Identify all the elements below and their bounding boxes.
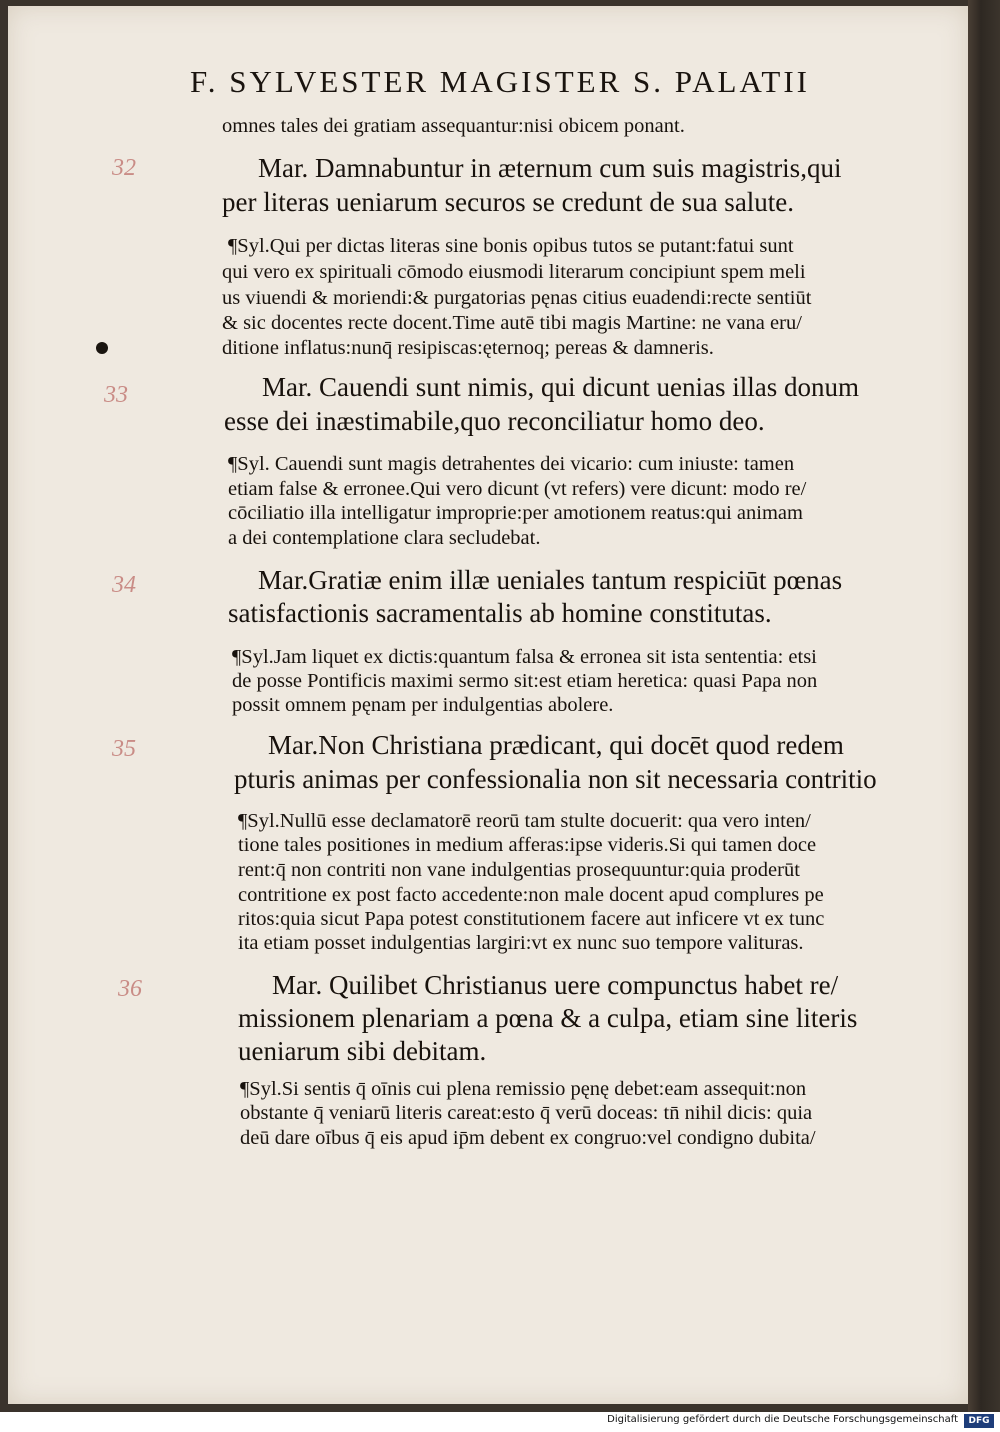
mar-line: Mar. Quilibet Christianus uere compunctus habet re/ — [272, 970, 839, 1000]
syl-line: ritos:quia sicut Papa potest constitutionem facere aut inficere vt ex tunc — [238, 908, 825, 930]
syl-line: a dei contemplatione clara secludebat. — [228, 527, 541, 549]
syl-line: tione tales positiones in medium afferas:ipse videris.Si qui tamen doce — [238, 834, 817, 856]
syl-line: ¶Syl. Cauendi sunt magis detrahentes dei vicario: cum iniuste: tamen — [228, 453, 795, 475]
footer-credit: Digitalisierung gefördert durch die Deutsche Forschungsgemeinschaft — [607, 1414, 958, 1425]
syl-line: etiam false & erronee.Qui vero dicunt (vt refers) vere dicunt: modo re/ — [228, 478, 807, 500]
syl-line: & sic docentes recte docent.Time autē tibi magis Martine: ne vana eru/ — [222, 312, 802, 334]
margin-note: 35 — [112, 736, 136, 762]
syl-line: ¶Syl.Jam liquet ex dictis:quantum falsa & erronea sit ista sententia: etsi — [232, 646, 817, 668]
syl-line: qui vero ex spirituali cōmodo eiusmodi literarum concipiunt spem meli — [222, 261, 806, 283]
mar-line: Mar.Gratiæ enim illæ ueniales tantum respiciūt pœnas — [258, 565, 843, 595]
mar-line: per literas ueniarum securos se credunt de sua salute. — [222, 187, 795, 217]
syl-line: ¶Syl.Si sentis q̄ oīnis cui plena remissio pęnę debet:eam assequit:non — [240, 1078, 807, 1100]
syl-line: de posse Pontificis maximi sermo sit:est etiam heretica: quasi Papa non — [232, 670, 818, 692]
syl-line: possit omnem pęnam per indulgentias abolere. — [232, 694, 614, 716]
syl-line: ditione inflatus:nunq̄ resipiscas:ęternoq; pereas & damneris. — [222, 337, 714, 359]
running-head: F. SYLVESTER MAGISTER S. PALATII — [189, 64, 811, 99]
book-spine — [968, 0, 1000, 1412]
syl-line: obstante q̄ veniarū literis careat:esto q̄ verū doceas: tn̄ nihil dicis: quia — [240, 1102, 813, 1124]
mar-line: esse dei inæstimabile,quo reconciliatur homo deo. — [224, 406, 765, 436]
syl-line: deū dare oībus q̄ eis apud ip̄m debent ex congruo:vel condigno dubita/ — [240, 1127, 816, 1149]
mar-line: satisfactionis sacramentalis ab homine constitutas. — [228, 598, 772, 628]
syl-line: contritione ex post facto accedente:non male docent apud complures pe — [238, 884, 824, 906]
syl-line: us viuendi & moriendi:& purgatorias pęnas citius euadendi:recte sentiūt — [222, 287, 812, 309]
syl-line: ¶Syl.Qui per dictas literas sine bonis opibus tutos se putant:fatui sunt — [228, 235, 794, 257]
margin-note: 33 — [104, 382, 128, 408]
syl-line: ¶Syl.Nullū esse declamatorē reorū tam stulte docuerit: qua vero inten/ — [238, 810, 811, 832]
mar-line: Mar.Non Christiana prædicant, qui docēt quod redem — [268, 730, 844, 760]
margin-note: 34 — [112, 572, 136, 598]
mar-line: Mar. Damnabuntur in æternum cum suis magistris,qui — [258, 153, 842, 183]
syl-line: rent:q̄ non contriti non vane indulgentias prosequuntur:quia proderūt — [238, 859, 800, 881]
mar-line: pturis animas per confessionalia non sit necessaria contritio — [234, 764, 877, 794]
margin-note: 32 — [112, 155, 136, 181]
page-hole-mark — [96, 342, 108, 354]
syl-line: cōciliatio illa intelligatur improprie:per amotionem reatus:qui animam — [228, 502, 803, 524]
mar-line: Mar. Cauendi sunt nimis, qui dicunt uenias illas donum — [262, 372, 859, 402]
text-line: omnes tales dei gratiam assequantur:nisi obicem ponant. — [222, 115, 685, 137]
mar-line: ueniarum sibi debitam. — [238, 1036, 487, 1066]
dfg-logo-icon: DFG — [964, 1414, 994, 1428]
syl-line: ita etiam posset indulgentias largiri:vt ex nunc suo tempore valituras. — [238, 932, 804, 954]
mar-line: missionem plenariam a pœna & a culpa, etiam sine literis — [238, 1003, 858, 1033]
margin-note: 36 — [118, 976, 142, 1002]
